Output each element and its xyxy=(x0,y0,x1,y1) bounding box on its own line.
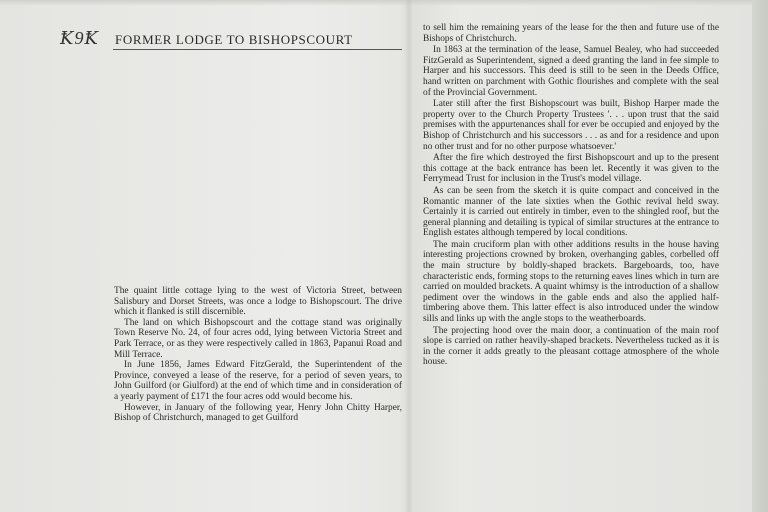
right-column-text xyxy=(423,23,719,369)
paragraph: to sell him the remaining years of the lease for the then and future use of the Bishops of Christchurch. xyxy=(423,23,719,44)
title-rule xyxy=(113,49,402,50)
ornament-right: Ꝁ xyxy=(84,28,99,48)
paragraph: Later still after the first Bishopscourt was built, Bishop Harper made the property over to the Church Property Trustees '. . . upon trust that the said premises with the appurtenances shall for ever be occupied and enjoyed by the Bishop of Christchurch and his successors . . . as and for a residence and upon no other trust and for no other purpose whatsoever.' xyxy=(423,99,719,152)
chapter-title: FORMER LODGE TO BISHOPSCOURT xyxy=(115,32,353,47)
paragraph: The projecting hood over the main door, a continuation of the main roof slope is carried on rather heavily-shaped brackets. Nevertheless tucked as it is in the corner it adds greatly to the pleasant cottage atmosphere of the whole house. xyxy=(423,325,719,368)
ornament-left: Ꝁ xyxy=(60,28,75,48)
page-edge xyxy=(752,0,768,512)
paragraph: In June 1856, James Edward FitzGerald, the Superintendent of the Province, conveyed a lease of the reserve, for a period of seven years, to John Guilford (or Giulford) at the end of which time and in consideration of a yearly payment of £171 the four acres odd would become his. xyxy=(114,360,402,402)
book-gutter xyxy=(405,0,413,512)
left-column-text xyxy=(114,286,402,424)
page-number: 9 xyxy=(74,28,85,48)
paragraph: However, in January of the following year, Henry John Chitty Harper, Bishop of Christchurch, managed to get Guilford xyxy=(114,402,402,424)
paragraph: The main cruciform plan with other additions results in the house having interesting projections crowned by broken, overhanging gables, corbelled off the main structure by boldly-shaped brackets. Bargeboards, too, have characteristic ends, forming stops to the returning eaves lines which in turn are carried on moulded brackets. A quaint whimsy is the introduction of a shallow pediment over the windows in the gable ends and also the applied half-timbering above them. This latter effect is also introduced under the window sills and links up with the angle stops to the weatherboards. xyxy=(423,239,719,325)
chapter-header xyxy=(60,28,402,54)
paragraph: As can be seen from the sketch it is quite compact and conceived in the Romantic manner of the late sixties when the Gothic revival held sway. Certainly it is carried out entirely in timber, even to the shingled roof, but the general planning and detailing is typical of similar structures at the entrance to English estates although tempered by local conditions. xyxy=(423,185,719,239)
paragraph: The quaint little cottage lying to the west of Victoria Street, between Salisbury and Dorset Streets, was once a lodge to Bishopscourt. The drive which it flanked is still discernible. xyxy=(114,286,402,318)
page-number-ornament xyxy=(60,28,99,49)
paragraph: After the fire which destroyed the first Bishopscourt and up to the present this cottage at the back entrance has been let. Recently it was given to the Ferrymead Trust for inclusion in the Trust's model village. xyxy=(423,153,719,185)
paragraph: In 1863 at the termination of the lease, Samuel Bealey, who had succeeded FitzGerald as Superintendent, signed a deed granting the land in fee simple to Harper and his successors. This deed is still to be seen in the Deeds Office, hand written on parchment with Gothic flourishes and complete with the seal of the Provincial Government. xyxy=(423,45,719,98)
paragraph: The land on which Bishopscourt and the cottage stand was originally Town Reserve No. 24, of four acres odd, lying between Victoria Street and Park Terrace, or as they were respectively called in 1863, Papanui Road and Mill Terrace. xyxy=(114,317,402,360)
page-top-shadow xyxy=(0,0,768,6)
